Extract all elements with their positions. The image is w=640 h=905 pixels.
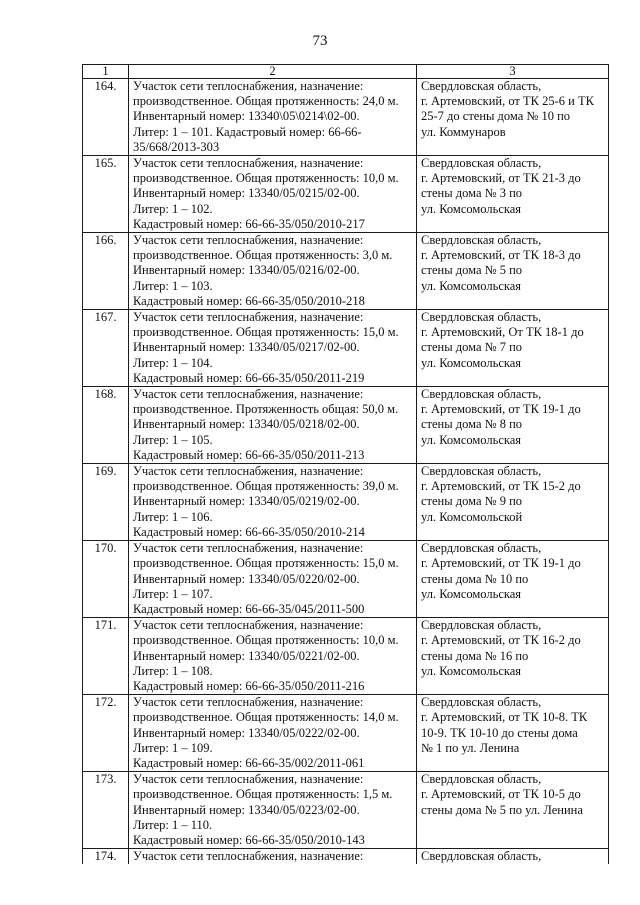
address-line: Свердловская область, [421,541,542,556]
row-number: 173. [83,772,129,849]
property-registry-table [82,64,609,864]
description-line: Участок сети теплоснабжения, назначение: [133,541,364,556]
object-address [417,695,609,772]
description-line: производственное. Общая протяженность: 39,0 м. [133,479,399,494]
address-line: г. Артемовский, от ТК 18-3 до [421,248,581,263]
address-line: 10-9. ТК 10-10 до стены дома [421,725,578,740]
description-line: Инвентарный номер: 13340/05/0220/02-00. [133,571,360,586]
description-line: Литер: 1 – 103. [133,278,213,293]
description-line: Литер: 1 – 109. [133,740,213,755]
description-line: производственное. Общая протяженность: 3,0 м. [133,248,393,263]
description-line: Кадастровый номер: 66-66-35/050/2010-214 [133,524,365,539]
description-line: Участок сети теплоснабжения, назначение: [133,79,364,93]
table-row [83,772,609,849]
table-row [83,464,609,541]
object-address [417,618,609,695]
address-line: ул. Комсомольская [421,586,522,601]
address-line: г. Артемовский, от ТК 15-2 до [421,479,581,494]
description-line: Инвентарный номер: 13340/05/0218/02-00. [133,417,360,432]
description-line: Инвентарный номер: 13340/05/0216/02-00. [133,263,360,278]
column-header-number: 1 [83,65,129,79]
description-line: Кадастровый номер: 66-66-35/050/2010-143 [133,832,365,847]
description-line: Кадастровый номер: 66-66-35/002/2011-061 [133,755,365,770]
address-line: Свердловская область, [421,464,542,479]
object-description [129,695,417,772]
description-line: Литер: 1 – 105. [133,432,213,447]
object-description [129,772,417,849]
object-address [417,387,609,464]
address-line: г. Артемовский, От ТК 18-1 до [421,325,584,340]
address-line: стены дома № 8 по [421,417,523,432]
object-description [129,233,417,310]
description-line: Участок сети теплоснабжения, назначение: [133,156,364,171]
object-address [417,541,609,618]
address-line: ул. Комсомольская [421,201,522,216]
object-description [129,79,417,156]
description-line: Кадастровый номер: 66-66-35/050/2011-216 [133,678,365,693]
description-line: Литер: 1 – 110. [133,817,213,832]
description-line: производственное. Общая протяженность: 1,5 м. [133,787,393,802]
description-line: производственное. Общая протяженность: 10,0 м. [133,171,399,186]
object-address [417,849,609,865]
address-line: стены дома № 5 по [421,263,523,278]
page-number: 73 [312,33,328,49]
description-line: Участок сети теплоснабжения, назначение: [133,387,364,402]
row-number: 164. [83,79,129,156]
row-number: 166. [83,233,129,310]
address-line: Свердловская область, [421,233,542,248]
object-description [129,464,417,541]
table-row [83,233,609,310]
address-line: Свердловская область, [421,310,542,325]
object-address [417,772,609,849]
description-line: Литер: 1 – 104. [133,355,213,370]
description-line: Участок сети теплоснабжения, назначение: [133,849,364,864]
table-row [83,618,609,695]
description-line: Литер: 1 – 108. [133,663,213,678]
address-line: № 1 по ул. Ленина [421,740,520,755]
description-line: Кадастровый номер: 66-66-35/050/2011-219 [133,370,365,385]
row-number: 167. [83,310,129,387]
address-line: Свердловская область, [421,387,542,402]
description-line: Участок сети теплоснабжения, назначение: [133,695,364,710]
object-description [129,387,417,464]
description-line: Участок сети теплоснабжения, назначение: [133,464,364,479]
row-number: 172. [83,695,129,772]
row-number: 169. [83,464,129,541]
address-line: г. Артемовский, от ТК 10-5 до [421,787,581,802]
description-line: производственное. Общая протяженность: 15,0 м. [133,325,399,340]
table-row [83,79,609,156]
table-row [83,849,609,865]
address-line: 25-7 до стены дома № 10 по [421,109,571,124]
address-line: Свердловская область, [421,772,542,787]
address-line: г. Артемовский, от ТК 25-6 и ТК [421,94,594,109]
table-row [83,387,609,464]
table-row [83,695,609,772]
description-line: Участок сети теплоснабжения, назначение: [133,233,364,248]
description-line: Литер: 1 – 101. Кадастровый номер: 66-66- [133,124,362,139]
description-line: производственное. Протяженность общая: 50,0 м. [133,402,399,417]
address-line: стены дома № 9 по [421,494,523,509]
row-number: 168. [83,387,129,464]
description-line: производственное. Общая протяженность: 15,0 м. [133,556,399,571]
row-number: 165. [83,156,129,233]
object-description [129,541,417,618]
object-description [129,849,417,865]
address-line: г. Артемовский, от ТК 10-8. ТК [421,710,588,725]
address-line: Свердловская область, [421,849,542,864]
address-line: стены дома № 10 по [421,571,529,586]
description-line: Инвентарный номер: 13340\05\0214\02-00. [133,109,360,124]
row-number: 174. [83,849,129,865]
table-body [83,79,609,865]
object-address [417,464,609,541]
row-number: 171. [83,618,129,695]
address-line: Свердловская область, [421,156,542,171]
address-line: стены дома № 7 по [421,340,523,355]
address-line: Свердловская область, [421,618,542,633]
address-line: стены дома № 5 по ул. Ленина [421,802,583,817]
description-line: Кадастровый номер: 66-66-35/050/2011-213 [133,447,365,462]
address-line: ул. Комсомольская [421,663,522,678]
address-line: ул. Комсомольская [421,432,522,447]
address-line: ул. Комсомольская [421,278,522,293]
description-line: Кадастровый номер: 66-66-35/050/2010-217 [133,216,365,231]
description-line: Литер: 1 – 107. [133,586,213,601]
description-line: Участок сети теплоснабжения, назначение: [133,310,364,325]
column-header-description: 2 [129,65,417,79]
description-line: Инвентарный номер: 13340/05/0215/02-00. [133,186,360,201]
description-line: производственное. Общая протяженность: 10,0 м. [133,633,399,648]
address-line: г. Артемовский, от ТК 21-3 до [421,171,581,186]
object-address [417,79,609,156]
address-line: ул. Комсомольской [421,509,523,524]
table-row [83,541,609,618]
description-line: 35/668/2013-303 [133,139,220,154]
table-header [83,65,609,79]
description-line: Участок сети теплоснабжения, назначение: [133,618,364,633]
table-row [83,310,609,387]
address-line: ул. Коммунаров [421,124,506,139]
object-address [417,156,609,233]
object-address [417,310,609,387]
description-line: Инвентарный номер: 13340/05/0222/02-00. [133,725,360,740]
address-line: г. Артемовский, от ТК 19-1 до [421,402,581,417]
address-line: стены дома № 3 по [421,186,523,201]
row-number: 170. [83,541,129,618]
description-line: производственное. Общая протяженность: 14,0 м. [133,710,399,725]
header-row [83,65,609,79]
object-address [417,233,609,310]
column-header-address: 3 [417,65,609,79]
address-line: ул. Комсомольская [421,355,522,370]
description-line: Инвентарный номер: 13340/05/0217/02-00. [133,340,360,355]
description-line: Кадастровый номер: 66-66-35/050/2010-218 [133,293,365,308]
address-line: стены дома № 16 по [421,648,529,663]
description-line: Литер: 1 – 106. [133,509,213,524]
address-line: Свердловская область, [421,79,542,93]
description-line: Инвентарный номер: 13340/05/0223/02-00. [133,802,360,817]
object-description [129,618,417,695]
description-line: Кадастровый номер: 66-66-35/045/2011-500 [133,601,365,616]
description-line: Инвентарный номер: 13340/05/0221/02-00. [133,648,360,663]
description-line: Участок сети теплоснабжения, назначение: [133,772,364,787]
object-description [129,156,417,233]
table-row [83,156,609,233]
address-line: г. Артемовский, от ТК 19-1 до [421,556,581,571]
description-line: Литер: 1 – 102. [133,201,213,216]
object-description [129,310,417,387]
description-line: производственное. Общая протяженность: 24,0 м. [133,94,399,109]
address-line: г. Артемовский, от ТК 16-2 до [421,633,581,648]
description-line: Инвентарный номер: 13340/05/0219/02-00. [133,494,360,509]
address-line: Свердловская область, [421,695,542,710]
